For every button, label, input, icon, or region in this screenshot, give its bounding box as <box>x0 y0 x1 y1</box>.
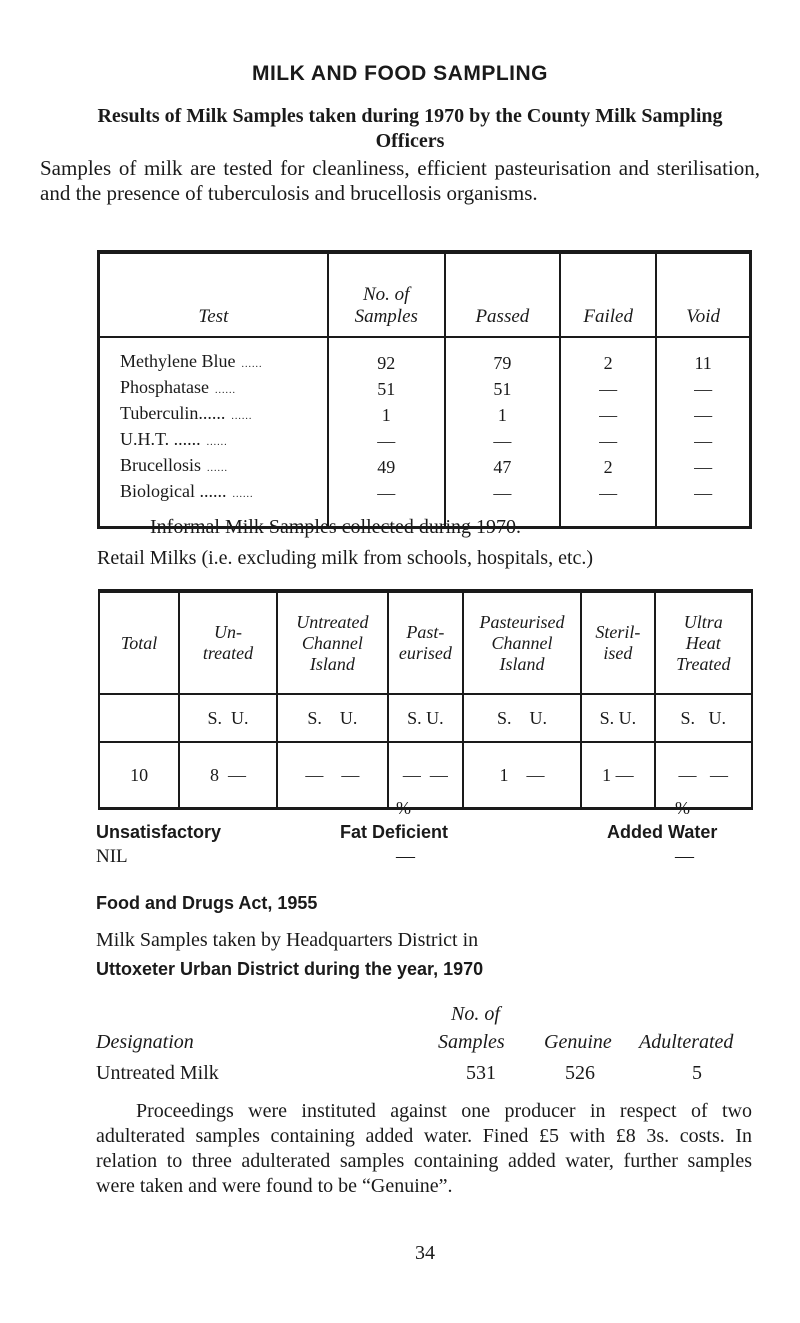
informal-samples-line: Informal Milk Samples collected during 1970. <box>150 516 522 538</box>
value-cell: 1 — <box>463 742 581 809</box>
designation-value: Untreated Milk <box>96 1062 219 1084</box>
value-cell: 1 — <box>581 742 654 809</box>
passed-cell: 1 <box>445 402 560 428</box>
passed-cell: 79 <box>445 337 560 376</box>
header-passed: Passed <box>445 252 560 337</box>
void-cell: — <box>656 454 750 480</box>
values-row <box>99 742 752 809</box>
table-row <box>99 337 751 376</box>
retail-milks-table <box>98 589 753 810</box>
fat-deficient-value: — <box>396 846 415 867</box>
leader-dots: ...... <box>241 359 263 370</box>
failed-cell: 2 <box>560 454 656 480</box>
header-ultra-heat-treated: Ultra Heat Treated <box>655 591 752 694</box>
header-void: Void <box>656 252 750 337</box>
table-row <box>99 428 751 454</box>
leader-dots: ...... <box>206 437 228 448</box>
retail-milks-line: Retail Milks (i.e. excluding milk from schools, hospitals, etc.) <box>97 547 594 569</box>
value-cell: 8 — <box>179 742 277 809</box>
test-name: Tuberculin...... <box>120 403 226 423</box>
failed-cell: — <box>560 376 656 402</box>
table-row <box>99 376 751 402</box>
passed-cell: — <box>445 480 560 528</box>
proceedings-paragraph: Proceedings were instituted against one producer in respect of two adulterated samples containing added water. Fined £5 with £8 3s. costs. In relation to three adulterated samples containing added water, further samples were taken and were found to be “Genuine”. <box>96 1100 752 1197</box>
test-name: Phosphatase <box>120 377 209 397</box>
value-cell: — — <box>388 742 463 809</box>
leader-dots: ...... <box>207 463 228 474</box>
header-designation: Designation <box>96 1031 194 1053</box>
test-name: U.H.T. ...... <box>120 429 201 449</box>
su-cell: S. U. <box>655 694 752 742</box>
samples-cell: 51 <box>328 376 445 402</box>
table-row <box>99 402 751 428</box>
header-genuine: Genuine <box>544 1031 612 1053</box>
water-percent-sign: % <box>675 798 690 818</box>
value-cell: 10 <box>130 764 149 785</box>
food-drugs-heading: Food and Drugs Act, 1955 <box>96 893 318 913</box>
test-name: Biological ...... <box>120 481 227 501</box>
passed-cell: 51 <box>445 376 560 402</box>
samples-cell: 92 <box>328 337 445 376</box>
adulterated-value: 5 <box>692 1062 702 1084</box>
failed-cell: — <box>560 402 656 428</box>
fat-percent-sign: % <box>396 798 411 818</box>
unsatisfactory-label: Unsatisfactory <box>96 822 222 842</box>
table-row <box>99 454 751 480</box>
leader-dots: ...... <box>215 385 236 396</box>
milk-results-table <box>97 250 752 529</box>
genuine-value: 526 <box>565 1062 595 1084</box>
su-cell: S. U. <box>581 694 654 742</box>
value-cell: — — <box>655 742 752 809</box>
header-test: Test <box>99 252 328 337</box>
samples-cell: — <box>328 428 445 454</box>
milk-samples-line: Milk Samples taken by Headquarters District in <box>96 929 479 951</box>
header-sterilised: Steril- ised <box>581 591 654 694</box>
void-cell: — <box>656 480 750 528</box>
void-cell: — <box>656 402 750 428</box>
leader-dots: ...... <box>231 411 253 422</box>
void-cell: — <box>656 428 750 454</box>
header-no-of-samples <box>328 252 445 337</box>
header-untreated-channel-island: Untreated Channel Island <box>277 591 388 694</box>
failed-cell: — <box>560 480 656 528</box>
intro-paragraph: Samples of milk are tested for cleanliness, efficient pasteurisation and sterilisation, and the presence of tuberculosis and brucellosis organisms. <box>40 156 760 205</box>
leader-dots: ...... <box>232 489 254 500</box>
void-cell: — <box>656 376 750 402</box>
su-cell: S. U. <box>179 694 277 742</box>
passed-cell: 47 <box>445 454 560 480</box>
fat-deficient-label: Fat Deficient <box>340 822 449 842</box>
samples-value: 531 <box>466 1062 496 1084</box>
results-subtitle: Results of Milk Samples taken during 1970 by the County Milk Sampling Officers <box>97 105 723 152</box>
su-cell: S. U. <box>388 694 463 742</box>
header-total: Total <box>99 591 179 694</box>
header-samples: Samples <box>354 306 418 327</box>
failed-cell: — <box>560 428 656 454</box>
failed-cell: 2 <box>560 337 656 376</box>
header-no-of: No. of <box>363 284 410 305</box>
unsatisfactory-value: NIL <box>96 846 128 867</box>
samples-cell: 49 <box>328 454 445 480</box>
header-pasteurised-channel-island: Pasteurised Channel Island <box>463 591 581 694</box>
header-untreated: Un- treated <box>179 591 277 694</box>
page-title: MILK AND FOOD SAMPLING <box>251 62 549 85</box>
su-cell: S. U. <box>277 694 388 742</box>
value-cell: — — <box>277 742 388 809</box>
header-failed: Failed <box>560 252 656 337</box>
samples-cell: 1 <box>328 402 445 428</box>
page-number: 34 <box>415 1242 435 1264</box>
added-water-value: — <box>675 846 694 867</box>
added-water-label: Added Water <box>607 822 718 842</box>
void-cell: 11 <box>656 337 750 376</box>
test-name: Brucellosis <box>120 455 201 475</box>
header-pasteurised: Past- eurised <box>388 591 463 694</box>
header-no-of: No. of <box>451 1003 500 1025</box>
su-cell: S. U. <box>463 694 581 742</box>
su-cell <box>99 694 179 742</box>
test-name: Methylene Blue <box>120 351 236 371</box>
header-adulterated: Adulterated <box>639 1031 734 1053</box>
passed-cell: — <box>445 428 560 454</box>
header-samples: Samples <box>438 1031 505 1053</box>
uttoxeter-heading: Uttoxeter Urban District during the year, 1970 <box>96 959 484 979</box>
samples-cell: — <box>328 480 445 528</box>
su-row <box>99 694 752 742</box>
